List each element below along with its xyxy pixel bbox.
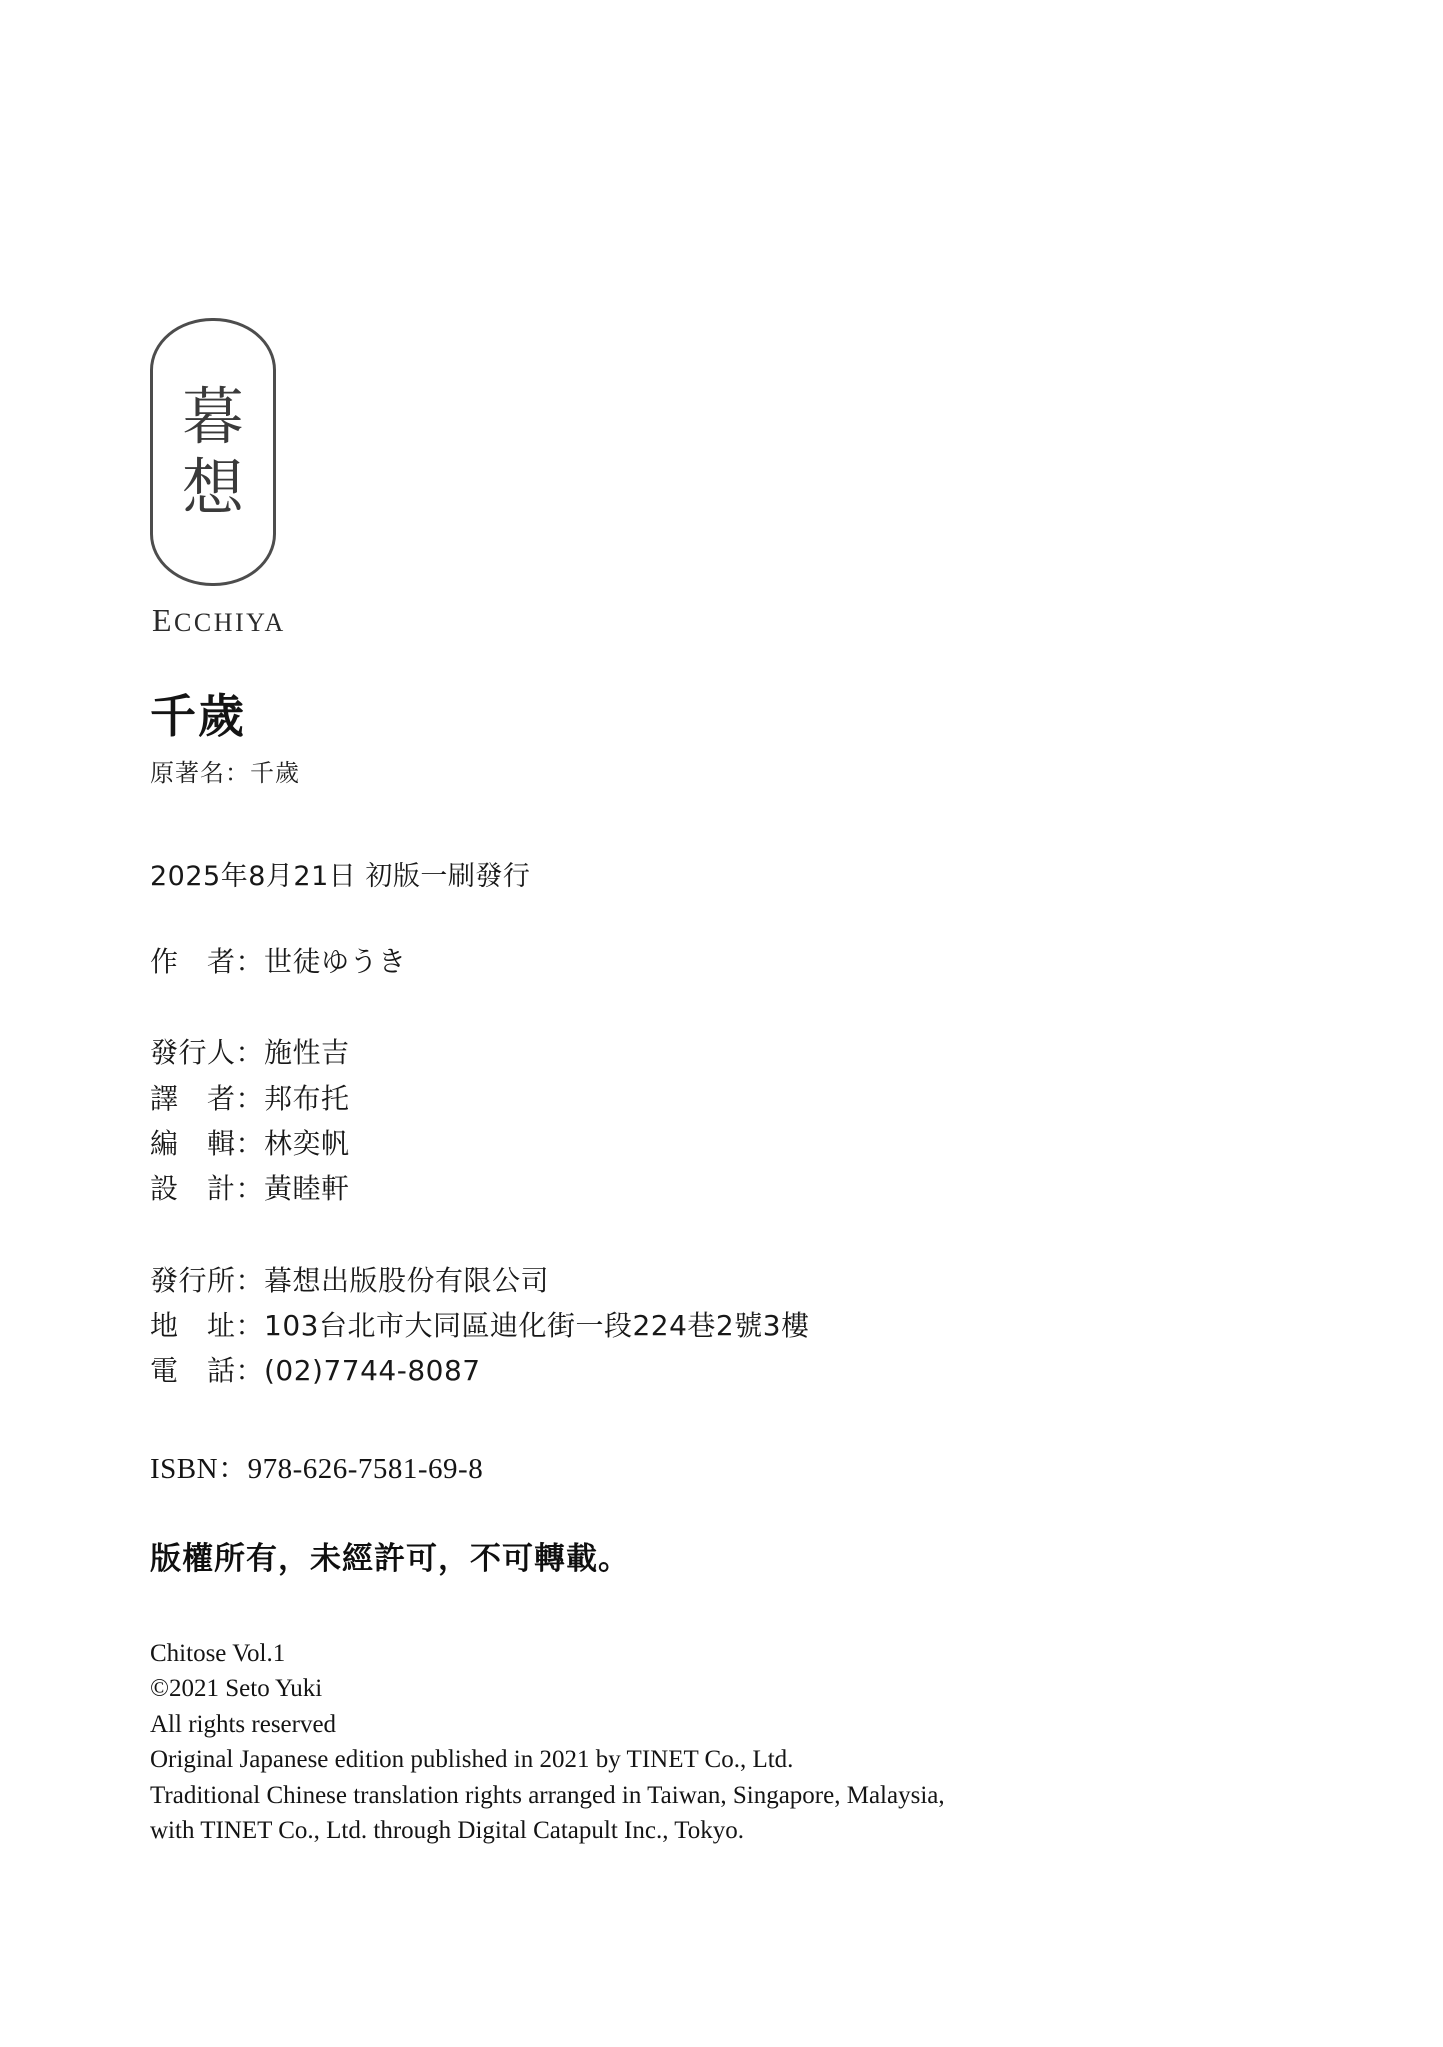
- publisher-phone: 電 話：(02)7744-8087: [150, 1354, 481, 1388]
- publisher-address: 地 址：103台北市大同區迪化街一段224巷2號3樓: [150, 1309, 810, 1343]
- credit-editor: 編 輯：林奕帆: [150, 1126, 350, 1160]
- author-credit: 作 者：世徒ゆうき: [150, 944, 407, 978]
- credit-translator: 譯 者：邦布托: [150, 1081, 350, 1115]
- rights-notice: 版權所有，未經許可，不可轉載。: [150, 1540, 630, 1577]
- publisher-name: 發行所：暮想出版股份有限公司: [150, 1263, 550, 1297]
- english-line-4: Original Japanese edition published in 2021 by TINET Co., Ltd.: [150, 1746, 794, 1774]
- logo-wordmark-initial: E: [152, 602, 175, 638]
- publication-date: 2025年8月21日 初版一刷發行: [150, 860, 531, 892]
- logo-frame: [150, 318, 276, 586]
- credits-group: [150, 1030, 1290, 1211]
- publisher-info-group: [150, 1258, 1290, 1394]
- english-copyright-block: [150, 1636, 1290, 1849]
- publisher-logo: [150, 318, 310, 639]
- english-line-5: Traditional Chinese translation rights arranged in Taiwan, Singapore, Malaysia,: [150, 1781, 945, 1809]
- logo-wordmark-rest: CCHIYA: [174, 608, 286, 637]
- credit-designer: 設 計：黃睦軒: [150, 1172, 350, 1206]
- credit-publisher-person: 發行人：施性吉: [150, 1036, 350, 1070]
- logo-char-1: 暮: [181, 379, 244, 453]
- isbn: ISBN：978-626-7581-69-8: [150, 1452, 484, 1485]
- english-line-6: with TINET Co., Ltd. through Digital Catapult Inc., Tokyo.: [150, 1817, 745, 1845]
- english-line-3: All rights reserved: [150, 1710, 337, 1738]
- original-title: 原著名：千歲: [150, 758, 300, 787]
- book-title: 千歲: [150, 689, 246, 743]
- logo-char-2: 想: [181, 451, 244, 524]
- english-line-1: Chitose Vol.1: [150, 1639, 286, 1667]
- logo-wordmark: [152, 602, 310, 639]
- colophon-text: [150, 690, 1290, 1849]
- english-line-2: ©2021 Seto Yuki: [150, 1675, 323, 1703]
